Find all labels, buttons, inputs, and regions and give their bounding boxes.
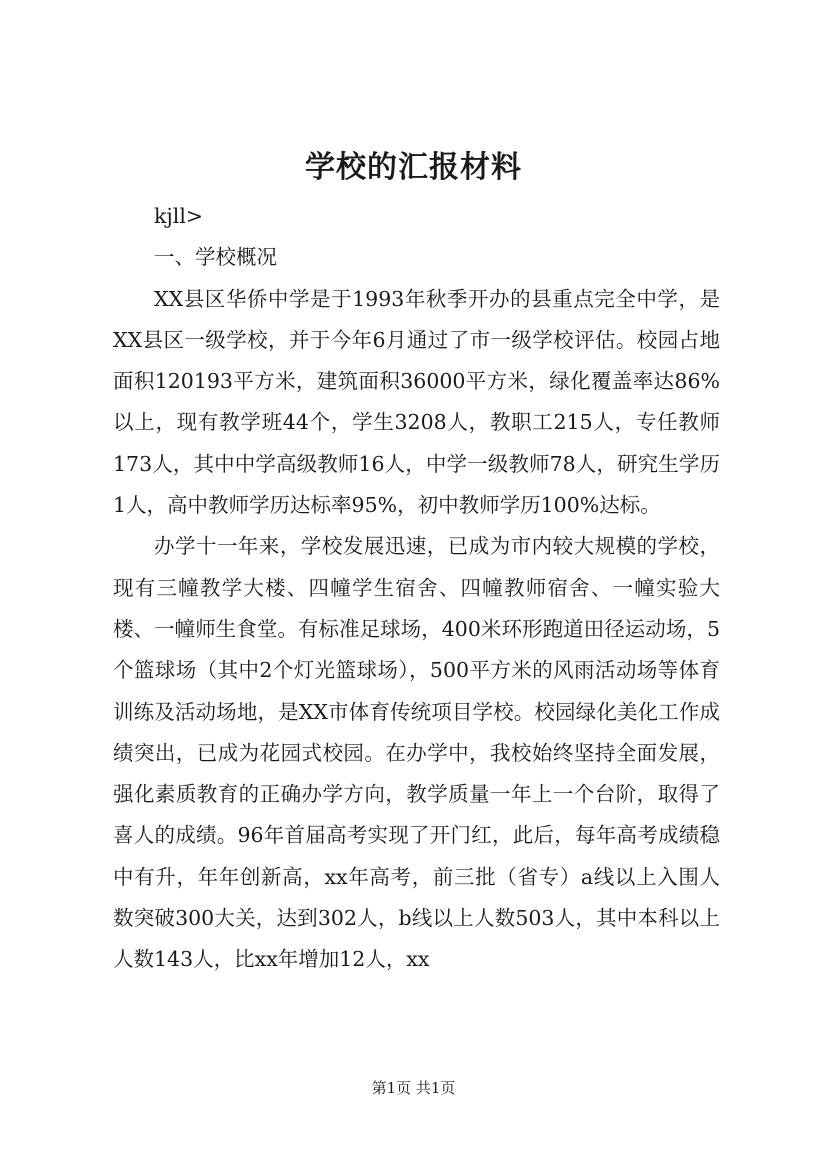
body-paragraph-intro: XX县区华侨中学是于1993年秋季开办的县重点完全中学，是XX县区一级学校，并于今年6月通过了市一级学校评估。校园占地面积120193平方米，建筑面积36000平方米，绿化覆盖率达86%以上，现有教学班44个，学生3208人，教职工215人，专任教师173人，其中中学高级教师16人，中学一级教师78人，研究生学历1人，高中教师学历达标率95%，初中教师学历100%达标。 xyxy=(113,286,720,518)
body-paragraph-code: kjll> xyxy=(154,204,204,228)
section-heading-overview: 一、学校概况 xyxy=(154,245,277,270)
body-paragraph-development: 办学十一年来，学校发展迅速，已成为市内较大规模的学校，现有三幢教学大楼、四幢学生宿舍、四幢教师宿舍、一幢实验大楼、一幢师生食堂。有标准足球场，400米环形跑道田径运动场，5个篮球场（其中2个灯光篮球场），500平方米的风雨活动场等体育训练及活动场地，是XX市体育传统项目学校。校园绿化美化工作成绩突出，已成为花园式校园。在办学中，我校始终坚持全面发展，强化素质教育的正确办学方向，教学质量一年上一个台阶，取得了喜人的成绩。96年首届高考实现了开门红，此后，每年高考成绩稳中有升，年年创新高，xx年高考，前三批（省专）a线以上入围人数突破300大关，达到302人，b线以上人数503人，其中本科以上人数143人，比xx年增加12人，xx xyxy=(113,534,720,972)
document-title: 学校的汇报材料 xyxy=(305,150,522,185)
document-body xyxy=(113,196,720,981)
page-number-footer: 第1页 共1页 xyxy=(371,1079,456,1097)
